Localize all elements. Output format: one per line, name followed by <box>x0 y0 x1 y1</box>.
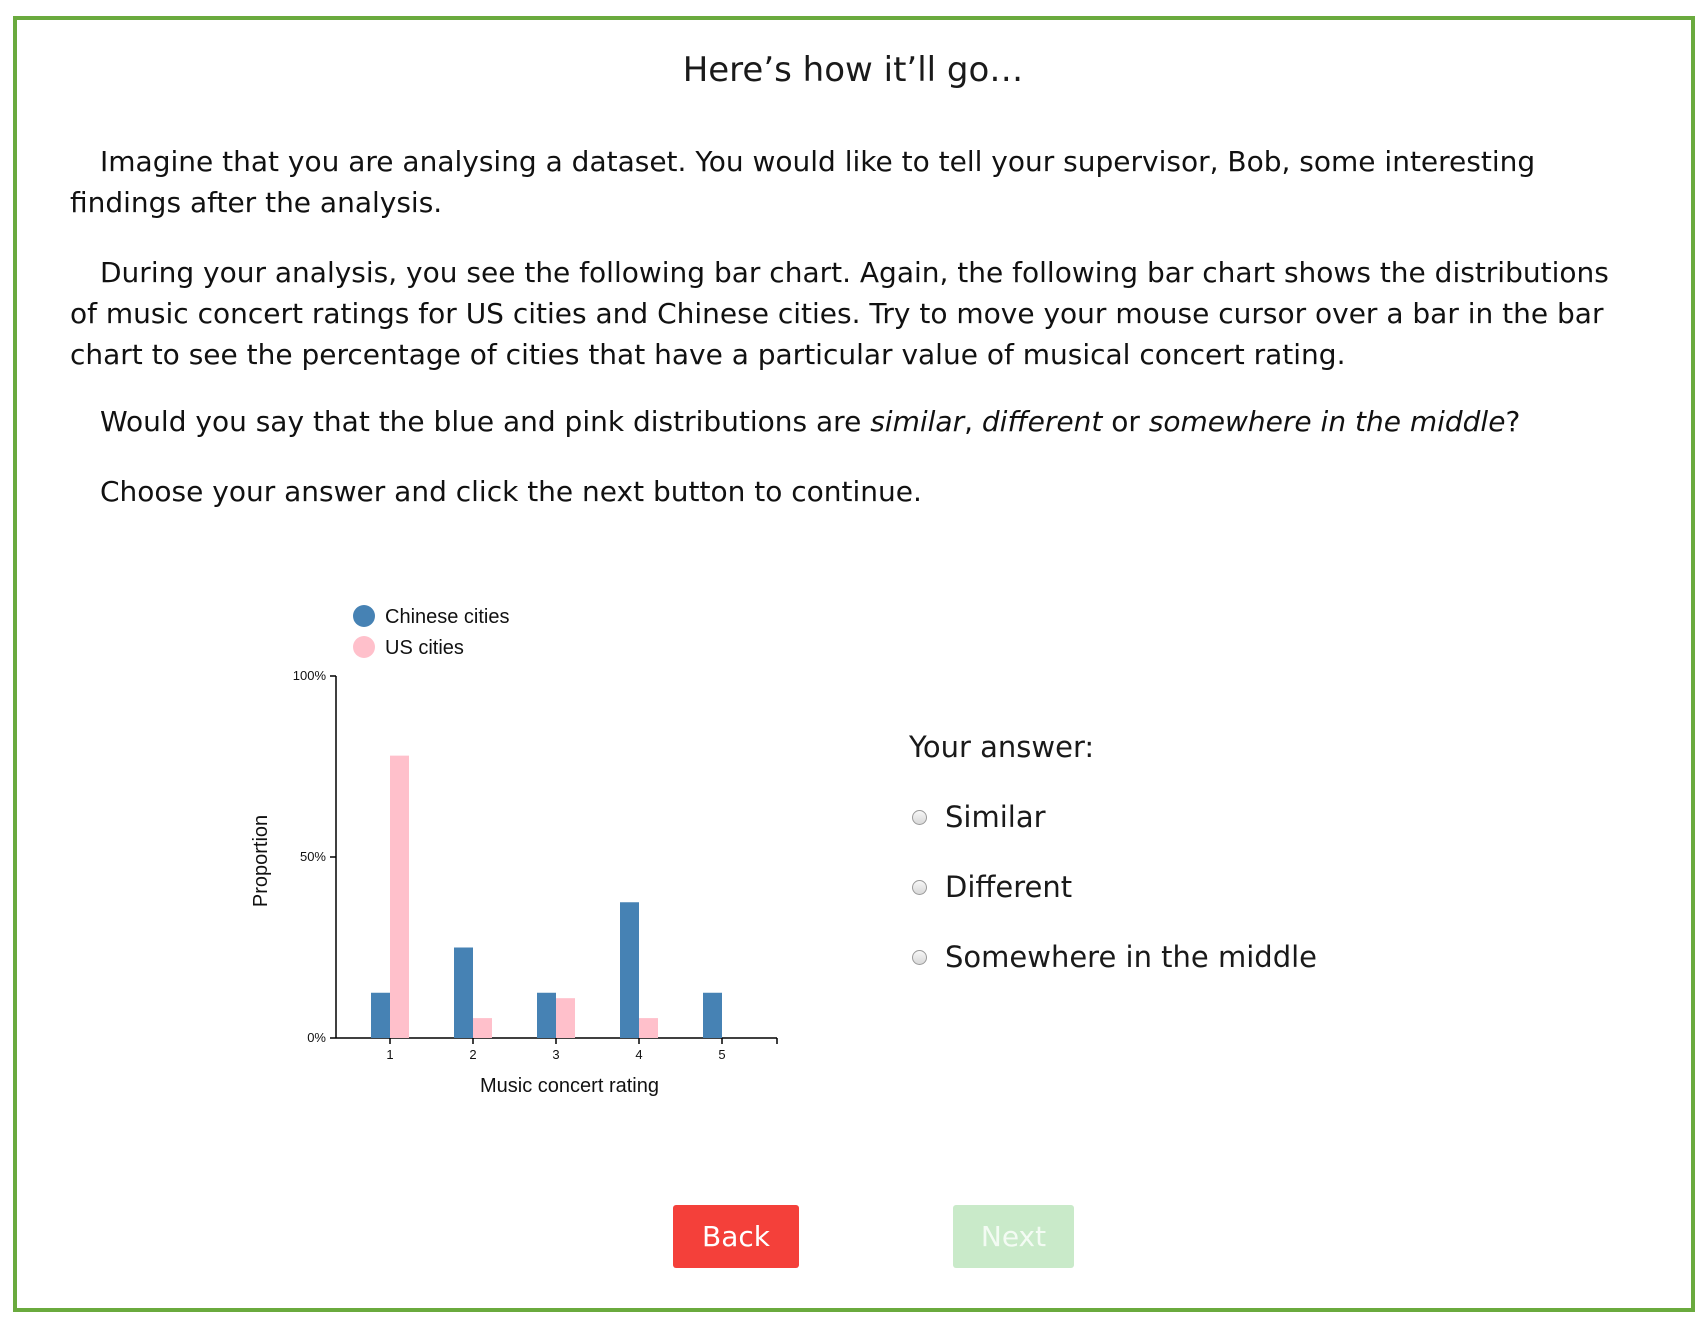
question-comma: , <box>964 405 982 438</box>
bar-chinese-2 <box>454 948 473 1039</box>
legend-swatch-2 <box>353 636 375 658</box>
question-text-start: Would you say that the blue and pink distributions are <box>100 405 871 438</box>
option-similar[interactable] <box>912 800 1046 834</box>
bar-chart <box>240 595 800 1125</box>
bar-chinese-4 <box>620 902 639 1038</box>
legend-label-2: US cities <box>385 637 464 659</box>
y-tick-label-0: 0% <box>307 1030 326 1045</box>
back-button[interactable]: Back <box>673 1205 799 1268</box>
option-different-label[interactable]: Different <box>945 870 1073 904</box>
intro-paragraph: Imagine that you are analysing a dataset. You would like to tell your supervisor, Bob, some interesting findings after the analysis. <box>70 145 1536 219</box>
bar-chinese-5 <box>703 993 722 1038</box>
x-axis-label: Music concert rating <box>480 1075 659 1097</box>
option-middle[interactable] <box>912 940 1317 974</box>
option-similar-label[interactable]: Similar <box>945 800 1046 834</box>
radio-middle[interactable] <box>912 950 927 965</box>
instruction-paragraph: During your analysis, you see the following bar chart. Again, the following bar chart shows the distributions of music concert ratings for US cities and Chinese cities. Try to move your mouse cursor over a bar in the bar chart to see the percentage of cities that have a particular value of musical concert rating. <box>70 256 1609 371</box>
option-middle-label[interactable]: Somewhere in the middle <box>945 940 1318 974</box>
x-tick-label-3: 3 <box>552 1047 560 1062</box>
y-tick-label-50: 50% <box>299 849 326 864</box>
page-title: Here’s how it’ll go… <box>682 50 1024 90</box>
bar-us-1 <box>390 756 409 1038</box>
x-tick-label-5: 5 <box>718 1047 726 1062</box>
bar-us-3 <box>556 998 575 1038</box>
question-similar: similar <box>870 405 965 438</box>
answer-label: Your answer: <box>909 730 1095 764</box>
bar-us-2 <box>473 1018 492 1038</box>
continue-paragraph: Choose your answer and click the next button to continue. <box>100 475 922 508</box>
radio-different[interactable] <box>912 880 927 895</box>
y-axis-label: Proportion <box>250 814 272 908</box>
x-tick-label-4: 4 <box>635 1047 643 1062</box>
option-different[interactable] <box>912 870 1072 904</box>
question-or: or <box>1102 405 1149 438</box>
next-button[interactable]: Next <box>953 1205 1074 1268</box>
radio-similar[interactable] <box>912 810 927 825</box>
bar-us-4 <box>639 1018 658 1038</box>
bar-chinese-1 <box>371 993 390 1038</box>
x-tick-label-2: 2 <box>469 1047 477 1062</box>
question-different: different <box>981 405 1103 438</box>
question-paragraph <box>70 401 1610 442</box>
legend-swatch-1 <box>353 605 375 627</box>
y-tick-label-100: 100% <box>292 668 326 683</box>
bar-chinese-3 <box>537 993 556 1038</box>
x-tick-label-1: 1 <box>386 1047 394 1062</box>
legend-label-1: Chinese cities <box>385 606 510 628</box>
question-middle: somewhere in the middle <box>1148 405 1506 438</box>
question-mark: ? <box>1505 405 1521 438</box>
